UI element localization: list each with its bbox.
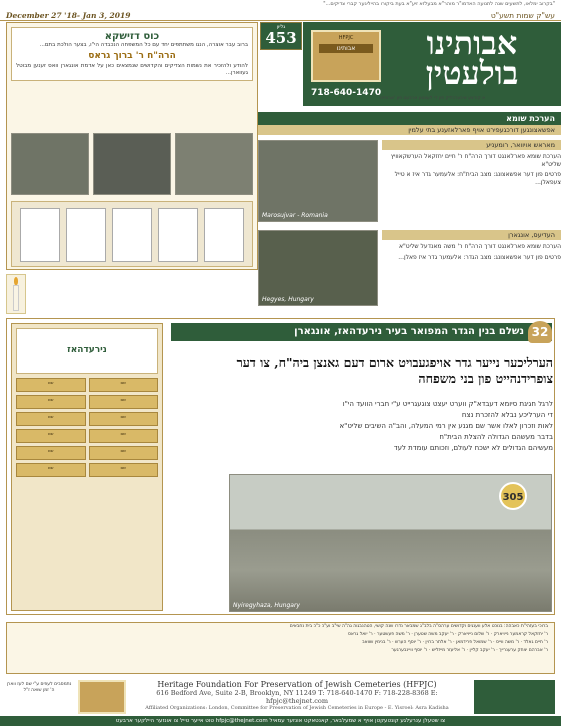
date-hebrew: עש"ק שמות תשע"ט xyxy=(490,11,555,20)
donor-row: ר' אברהם יצחק ערענרייך · ר' יעקב קליין · ר' אליעזר מייזליש · ר' יוסף וויינבערגער xyxy=(391,648,548,653)
plaque-cell: שם xyxy=(89,429,159,443)
plaque-grid xyxy=(16,378,158,477)
document-thumb xyxy=(112,208,152,262)
plaque-cell: שם xyxy=(16,378,86,392)
place-1-block xyxy=(382,140,561,186)
footer-center xyxy=(132,680,462,711)
document-thumb xyxy=(158,208,198,262)
kos-title: כוס דזישקא xyxy=(104,31,160,42)
fence-project-header: נשלם בנין הגדר המפואר בעיר נירעדהאז, אונגארן xyxy=(171,323,552,341)
fence-headline: הערליכער נייער גדר אויפגעבויט ארום דעם גאנצן ביה"ח, צו דער צופרידנהייט פון בני משפחה xyxy=(236,355,553,386)
marosujvar-photo xyxy=(258,140,378,222)
plaque-cell: שם xyxy=(16,463,86,477)
plaque-cell: שם xyxy=(89,412,159,426)
candle-icon xyxy=(6,274,26,314)
valuation-header: הערכת שומא xyxy=(258,112,561,125)
kos-text-1: ברוב עבר אוצרה, הנגו משתתפים יחד עם כל המשפחה הנכבדה הי"ו, בצער הולכת בתם... xyxy=(39,42,248,48)
place-1-text-a: הערכת שומא פארלאנגט דורך הרה"ח ר' חיים יחזקאל הערשקאוויץ שליט"א xyxy=(390,153,561,168)
dedication-line: לרגל חגיגת סיומא דעבדא"ק ווערט יעצט צוגעגרייט ע"י חברי הוועד הי"ו xyxy=(342,400,553,408)
footer-affiliated: Affiliated Organizations: London, Committee for Preservation of Jewish Cemeteries in Europe - E. Yisroel: Asra Kadisha xyxy=(145,705,449,711)
dedication-line: מעשיהם הגדולים לא ישכח לעולם, וזכותם עומדת לעד xyxy=(393,444,553,452)
logo-text: HFPJC xyxy=(338,35,354,41)
dateline xyxy=(0,10,561,21)
masthead-title: אבותינו בולעטין xyxy=(425,24,519,92)
plaque-cell: שם xyxy=(16,395,86,409)
dedication-line: די הערליכע נבלא להזכרת נצח xyxy=(461,411,553,419)
donor-row: ר' יחזקאל קראמער נייויארק · ר' שלום נייויארק · ר' יעקב משה שטערן · ר' משה פעשטער · ר' יואל גראס xyxy=(347,632,548,637)
dedication-line: בדבר מעשהם הגדולה להצלת הבית"ח xyxy=(439,433,553,441)
place-2-text-a: הערכת שומא פארלאנגט דורך הרה"ח ר' משה מאנדעל שליט"א xyxy=(398,243,561,250)
plaque-top xyxy=(16,328,158,374)
logo-hebrew: אבותינו xyxy=(319,44,373,53)
kos-documents xyxy=(11,201,253,267)
project-number-badge xyxy=(528,321,552,343)
issue-box xyxy=(260,22,302,50)
footer-image xyxy=(474,680,555,714)
donor-row: ברוכי בעזהי"ת כאבהה: בנוכט אלע ווענגים וקדושים ערהס"ה בלב"ג שמבאר נדרו שנה קושי, הטהנבגוה גה"ה שי"ב וע"כ כ"כ בית נחבאים xyxy=(289,624,548,629)
bottom-bar: צו שטעלן ענרעלגע קונטעקטן אויף א שמעלבאר, קאנטאקט אונזער עמאיל hfpjc@thejnet.com טוט אייער טייל צו אונזער היילקער ארבעט xyxy=(0,716,561,726)
kos-photo-1 xyxy=(11,133,89,195)
count-badge: 305 xyxy=(499,482,527,510)
project-number: 32 xyxy=(531,325,549,339)
plaque-cell: שם xyxy=(16,446,86,460)
masthead xyxy=(303,22,561,106)
kos-section xyxy=(6,22,258,270)
place-2-text-b: פרטים פון דער אפשאצונג: מצב הגדר: אלעמער גדר איז פאלן... xyxy=(398,253,561,261)
place-2-block xyxy=(382,230,561,261)
photo-caption: Nyiregyhaza, Hungary xyxy=(233,602,300,609)
valuation-section xyxy=(258,112,561,308)
place-1-text-b: פרטים פון דער אפשאצונג: מצב הבית"ח: אלעמער גדר איז א טייל צעפאלן... xyxy=(394,171,561,186)
footer-logo xyxy=(78,680,126,714)
donor-list xyxy=(6,622,555,674)
plaque-cell: שם xyxy=(89,395,159,409)
valuation-subheader: אפשאצונגען דורכגעפירט אויף פארלאזענע בתי עלמין xyxy=(258,125,561,135)
kos-photo-3 xyxy=(175,133,253,195)
document-thumb xyxy=(20,208,60,262)
fence-project-section xyxy=(6,318,555,615)
masthead-phone: 718-640-1470 xyxy=(311,88,382,98)
memorial-plaque xyxy=(11,323,163,611)
plaque-cell: שם xyxy=(16,412,86,426)
issue-number: 453 xyxy=(265,29,297,47)
dedication-line: לאות וזכרון לאלו אשר שם מגנע אין רמי המעלה, והב"ה השיבים שליט"א xyxy=(339,422,553,430)
plaque-cell: שם xyxy=(16,429,86,443)
footer xyxy=(6,680,555,716)
document-thumb xyxy=(66,208,106,262)
footer-org: Heritage Foundation For Preservation of Jewish Cemeteries (HFPJC) xyxy=(157,680,437,689)
place-1-title: מאראש אויוואר, רומעניע xyxy=(382,140,561,150)
place-2-title: העדיעס, אונגארן xyxy=(382,230,561,240)
dedication-lines xyxy=(175,399,553,454)
date-english: December 27 '18- Jan 3, 2019 xyxy=(6,11,131,20)
photo-caption: Marosujvar - Romania xyxy=(262,212,328,219)
hegyes-photo xyxy=(258,230,378,306)
top-strip: "בקרוב ימלאו, לתשעים שנה לתנועה האדמו"ר מוהר"א מבעלזא זיע"א בעת ביקורו בהייליגער קברי צדיקים..." xyxy=(323,1,555,7)
kos-photo-2 xyxy=(93,133,171,195)
photo-caption: Hegyes, Hungary xyxy=(262,296,314,303)
plaque-title: נירעדהאז xyxy=(67,345,107,355)
kos-text-2: להודע ולהזכיר את נשמות הצדיקים והקדושים שנמצאים כאן על אדמת אונגארן וואס זענען מבוטל געווארן... xyxy=(16,63,248,76)
plaque-cell: שם xyxy=(89,446,159,460)
footer-left-text: נתמסבים לעוזים ע"י שם לעז ווארן ה' זמן שואה ז"ל xyxy=(6,682,72,693)
footer-address: 616 Bedford Ave, Suite 2-B, Brooklyn, NY 11249 T: 718-640-1470 F: 718-228-8368 E: hfpjc@thejnet.com xyxy=(156,689,438,705)
document-thumb xyxy=(204,208,244,262)
hfpjc-logo xyxy=(311,30,381,82)
donor-row: ר' חיים גאלד · ר' משה ווייס · ר' שמואל פרידמאן · ר' אלתר ברוין · ר' יוסף הערש · ר' בנימין שוואב xyxy=(362,640,548,645)
masthead-tagline: א קורצע איבערבליק פון די לעצטע ארבעט פון 'אבותינו' xyxy=(378,96,486,101)
issue-label: גליון xyxy=(276,24,286,30)
kos-box xyxy=(11,27,253,81)
plaque-cell: שם xyxy=(89,378,159,392)
kos-name: הרה"ח ר' ברוך גראס xyxy=(88,51,176,61)
plaque-cell: שם xyxy=(89,463,159,477)
